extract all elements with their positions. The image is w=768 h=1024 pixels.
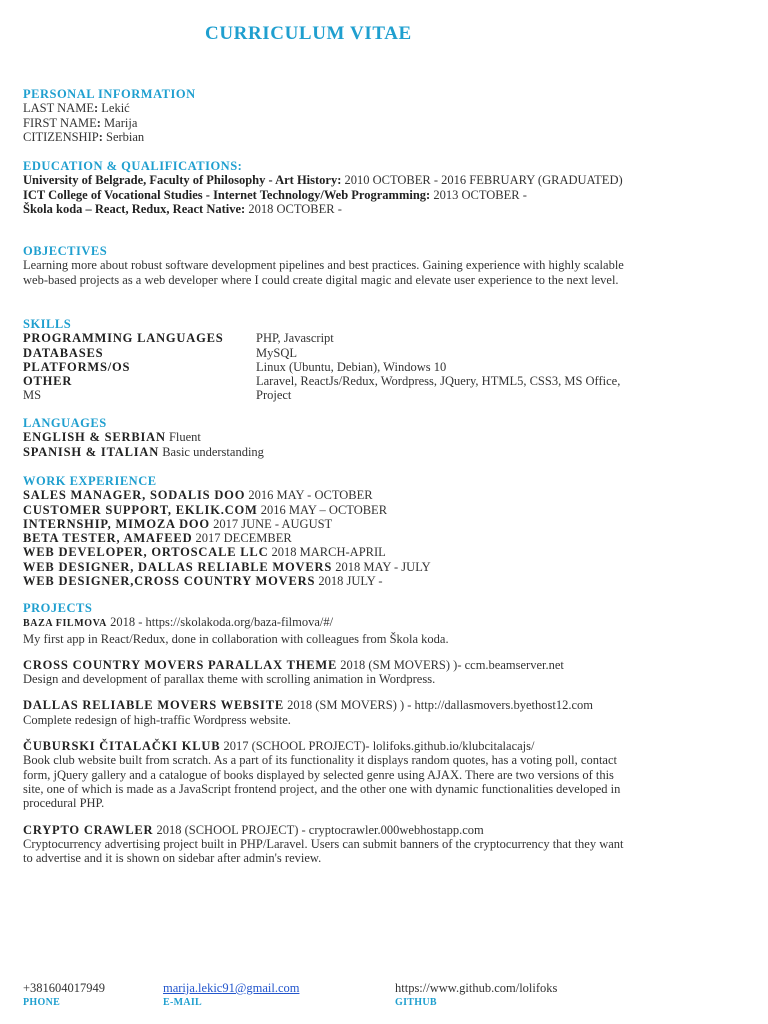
email-block [163,981,299,1008]
objectives-heading: OBJECTIVES [23,244,108,258]
project-name: CRYPTO CRAWLER [23,822,154,837]
first-name-row: FIRST NAME: Marija [23,115,138,130]
skills-section [23,317,745,403]
citizenship-value: Serbian [106,129,145,144]
project-name: BAZA FILMOVA [23,618,107,630]
work-item: BETA TESTER, AMAFEED 2017 DECEMBER [23,531,292,546]
work-heading: WORK EXPERIENCE [23,474,157,488]
work-item: SALES MANAGER, SODALIS DOO 2016 MAY - OCTOBER [23,488,373,503]
skill-row: PLATFORMS/OS Linux (Ubuntu, Debian), Windows 10 [23,359,447,374]
work-item: WEB DESIGNER,CROSS COUNTRY MOVERS 2018 JULY - [23,574,383,589]
page-title: CURRICULUM VITAE [205,23,412,44]
project-name: CROSS COUNTRY MOVERS PARALLAX THEME [23,657,338,672]
education-item: University of Belgrade, Faculty of Philosophy - Art History: 2010 OCTOBER - 2016 FEBRUARY (GRADUATED) [23,173,623,188]
languages-heading: LANGUAGES [23,416,107,430]
github-block [395,981,557,1008]
personal-heading: PERSONAL INFORMATION [23,87,196,101]
work-item: WEB DEVELOPER, ORTOSCALE LLC 2018 MARCH-APRIL [23,545,386,560]
objectives-text: web-based projects as a web developer where I could create digital magic and elevate user experience to the next level. [23,272,619,287]
work-section [23,474,745,588]
github-label: GITHUB [395,997,437,1008]
phone-label: PHONE [23,997,61,1008]
skills-heading: SKILLS [23,317,72,331]
phone-value: +381604017949 [23,981,106,995]
skill-row: DATABASES MySQL [23,345,297,360]
first-name-value: Marija [104,115,138,130]
email-link[interactable]: marija.lekic91@gmail.com [163,981,300,995]
citizenship-row: CITIZENSHIP: Serbian [23,129,145,144]
objectives-section [23,244,745,287]
language-item: SPANISH & ITALIAN Basic understanding [23,444,264,459]
last-name-value: Lekić [101,101,130,116]
education-heading: EDUCATION & QUALIFICATIONS: [23,159,243,173]
project-item: BAZA FILMOVA 2018 - https://skolakoda.org/baza-filmova/#/ My first app in React/Redux, done in collaboration with colleagues from Škola koda. [23,615,449,646]
skill-row: PROGRAMMING LANGUAGES PHP, Javascript [23,331,334,346]
github-value: https://www.github.com/lolifoks [395,981,558,995]
project-name: DALLAS RELIABLE MOVERS WEBSITE [23,698,284,713]
education-item: ICT College of Vocational Studies - Internet Technology/Web Programming: 2013 OCTOBER - [23,187,527,202]
languages-section [23,416,745,459]
phone-block [23,981,105,1008]
email-label: E-MAIL [163,997,203,1008]
work-item: WEB DESIGNER, DALLAS RELIABLE MOVERS 2018 MAY - JULY [23,559,431,574]
work-item: INTERNSHIP, MIMOZA DOO 2017 JUNE - AUGUST [23,516,333,531]
objectives-text: Learning more about robust software development pipelines and best practices. Gaining experience with highly scalable [23,258,624,273]
language-item: ENGLISH & SERBIAN Fluent [23,430,201,445]
personal-section [23,87,745,144]
project-item: CROSS COUNTRY MOVERS PARALLAX THEME 2018 (SM MOVERS) )- ccm.beamserver.net Design and development of parallax theme with scrolling animation in Wordpress. [23,657,564,687]
project-item: ČUBURSKI ČITALAČKI KLUB 2017 (SCHOOL PROJECT)- lolifoks.github.io/klubcitalacajs/ Book club website built from scratch. As a part of its functionality it displays random quotes, has a voting poll, contact form, jQuery gallery and a catalogue of books displayed by selected genre using AJAX. There are two versions of this site, one of which is made as a JavaScript frontend project, and the other one with dynamic functionalities developed in procedural PHP. [23,739,621,811]
skill-row-other: OTHER MS Laravel, ReactJs/Redux, Wordpress, JQuery, HTML5, CSS3, MS Office, Project [23,374,621,403]
education-section [23,159,745,216]
education-item: Škola koda – React, Redux, React Native: 2018 OCTOBER - [23,201,342,216]
project-item: CRYPTO CRAWLER 2018 (SCHOOL PROJECT) - cryptocrawler.000webhostapp.com Cryptocurrency advertising project built in PHP/Laravel. Users can submit banners of the cryptocurrency that they want to advertise and it is shown on sidebar after admin's review. [23,822,624,866]
projects-section [23,601,745,877]
work-item: CUSTOMER SUPPORT, EKLIK.COM 2016 MAY – OCTOBER [23,502,388,517]
last-name-row: LAST NAME: Lekić [23,101,130,116]
project-name: ČUBURSKI ČITALAČKI KLUB [23,739,221,754]
project-item: DALLAS RELIABLE MOVERS WEBSITE 2018 (SM MOVERS) ) - http://dallasmovers.byethost12.com Complete redesign of high-traffic Wordpress website. [23,698,594,727]
projects-heading: PROJECTS [23,601,93,615]
